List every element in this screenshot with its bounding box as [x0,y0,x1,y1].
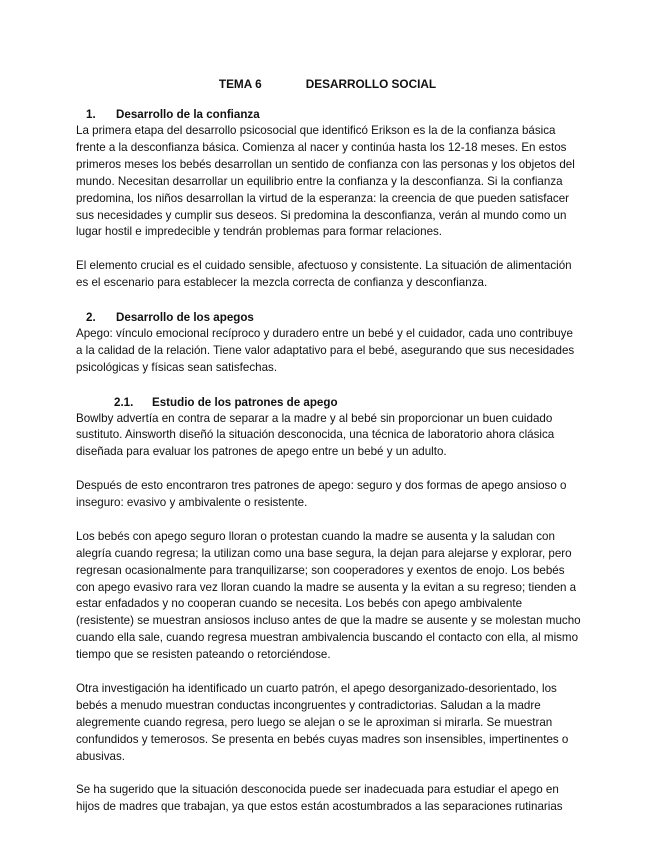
paragraph: Otra investigación ha identificado un cuarto patrón, el apego desorganizado-desorientado, los bebés a menudo muestran conductas incongruentes y contradictorias. Saludan a la madre alegremente cuando regresa, pero luego se alejan o se le aproximan si mirarla. Se muestran confundidos y temerosos. Se presenta en bebés cuyas madres son insensibles, impertinentes o abusivas. [76,682,569,763]
paragraph: Apego: vínculo emocional recíproco y duradero entre un bebé y el cuidador, cada uno contribuye a la calidad de la relación. Tiene valor adaptativo para el bebé, asegurando que sus necesidades psicológicas y físicas sean satisfechas. [76,326,575,374]
section-heading-2-1 [76,394,582,411]
paragraph: Se ha sugerido que la situación desconocida puede ser inadecuada para estudiar el apego en hijos de madres que trabajan, ya que estos están acostumbrados a las separaciones rutinarias [76,783,563,814]
section-heading-text: Estudio de los patrones de apego [152,395,338,409]
section-heading-text: Desarrollo de la confianza [116,108,260,121]
paragraph: Bowlby advertía en contra de separar a la madre y al bebé sin proporcionar un buen cuidado sustituto. Ainsworth diseñó la situación desconocida, una técnica de laboratorio ahora clásica diseñada para evaluar los patrones de apego entre un bebé y un adulto. [76,411,555,459]
title-topic-number: TEMA 6 [218,77,262,91]
section-number: 2.1. [114,395,134,409]
document-body [76,106,582,816]
section-heading-text: Desarrollo de los apegos [116,310,254,324]
page-title [0,76,655,93]
title-topic-name: DESARROLLO SOCIAL [305,77,437,91]
section-heading-2 [76,309,582,326]
section-number: 2. [86,310,96,324]
section-number: 1. [86,108,96,121]
section-heading-1 [76,106,582,123]
paragraph: Los bebés con apego seguro lloran o protestan cuando la madre se ausenta y la saludan con alegría cuando regresa; la utilizan como una base segura, la dejan para alejarse y explorar, pero regresan ocasionalmente para tranquilizarse; son cooperadores y exentos de enojo. Los bebés con apego evasivo rara vez lloran cuando la madre se ausenta y la evitan a su regreso; tienden a estar enfadados y no cooperan cuando se necesita. Los bebés con apego ambivalente (resistente) se muestran ansiosos incluso antes de que la madre se ausente y se molestan mucho cuando ella sale, cuando regresa muestran ambivalencia buscando el contacto con ella, al mismo tiempo que se resisten pateando o retorciéndose. [76,529,581,662]
paragraph: La primera etapa del desarrollo psicosocial que identificó Erikson es la de la confianza básica frente a la desconfianza básica. Comienza al nacer y continúa hasta los 12-18 meses. En estos primeros meses los bebés desarrollan un sentido de confianza con las personas y los objetos del mundo. Necesitan desarrollar un equilibrio entre la confianza y la desconfianza. Si la confianza predomina, los niños desarrollan la virtud de la esperanza: la creencia de que pueden satisfacer sus necesidades y cumplir sus deseos. Si predomina la desconfianza, verán al mundo como un lugar hostil e impredecible y tendrán problemas para formar relaciones. [76,124,575,239]
paragraph: Después de esto encontraron tres patrones de apego: seguro y dos formas de apego ansioso o inseguro: evasivo y ambivalente o resistente. [76,479,567,510]
paragraph: El elemento crucial es el cuidado sensible, afectuoso y consistente. La situación de alimentación es el escenario para establecer la mezcla correcta de confianza y desconfianza. [76,259,572,290]
